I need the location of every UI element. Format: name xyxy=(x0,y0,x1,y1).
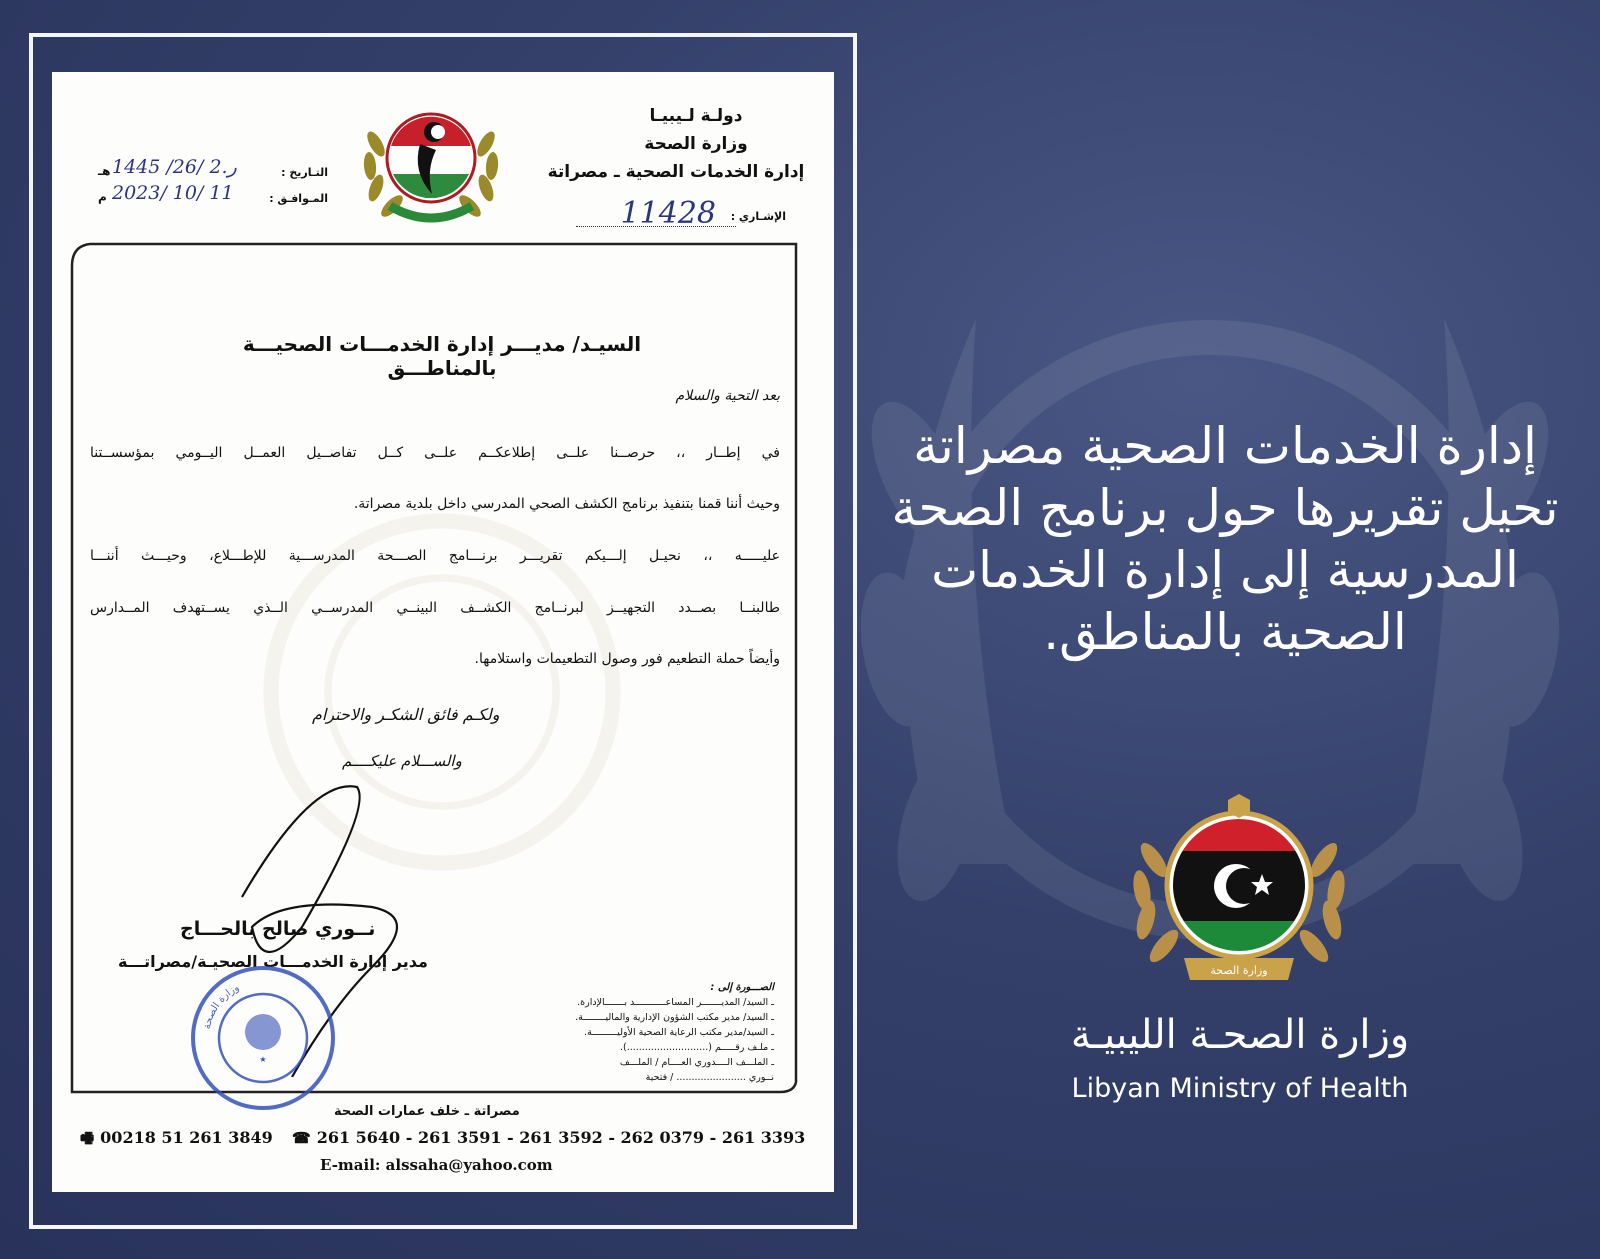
letter-body-line: في إطــار ،، حرصــنا علــى إطلاعكــم علــى كــل تفاصــيل العمــل اليــومي بمؤسســتنا xyxy=(90,445,780,461)
letter-closing-thanks: ولكـم فائق الشكـر والاحترام xyxy=(312,705,500,724)
copy-to-title: الصـــورة إلى : xyxy=(710,982,774,993)
letter-body-line: وحيث أننا قمنا بتنفيذ برنامج الكشف الصحي المدرسي داخل بلدية مصراتة. xyxy=(353,496,780,512)
phone-icon: ☎ xyxy=(292,1129,311,1147)
ministry-name-english: Libyan Ministry of Health xyxy=(1071,1073,1409,1104)
official-letter xyxy=(52,72,834,1192)
letter-addressee: السيـد/ مديـــر إدارة الخدمـــات الصحيـــة بالمناطـــق xyxy=(242,332,642,380)
phone-numbers: 261 5640 - 261 3591 - 261 3592 - 262 0379 - 261 3393 xyxy=(316,1128,806,1147)
copy-to-item: ـ السيد/ مدير مكتب الشؤون الإدارية والماليــــــــة. xyxy=(575,1012,774,1023)
ministry-name-arabic: وزارة الصحـة الليبيـة xyxy=(1070,1012,1410,1058)
letter-body-line: وأيضاً حملة التطعيم فور وصول التطعيمات واستلامها. xyxy=(474,651,780,667)
svg-text:وزارة الصحة: وزارة الصحة xyxy=(201,982,242,1031)
hijri-date-row xyxy=(98,158,328,184)
copy-to-list xyxy=(514,980,774,1085)
equivalent-label: المـوافـق : xyxy=(269,192,328,205)
gregorian-suffix: م xyxy=(98,190,107,204)
gregorian-date-row xyxy=(98,184,328,210)
department-name: إدارة الخدمات الصحية ـ مصراتة xyxy=(547,162,805,182)
copy-to-item: ـ الملـــف الــــدوري العــــام / الملـــف xyxy=(619,1057,774,1068)
footer-address: مصراتة ـ خلف عمارات الصحة xyxy=(334,1104,520,1119)
footer-fax xyxy=(80,1128,273,1153)
gregorian-date: 2023/ 10/ 11 xyxy=(112,182,234,204)
reference-number xyxy=(546,196,786,232)
copy-to-item: ـ ملـف رقـــــم (...........................). xyxy=(619,1042,774,1053)
health-services-logo-icon xyxy=(360,94,502,230)
ministry-name: وزارة الصحة xyxy=(644,134,748,154)
letterhead-issuer xyxy=(546,106,806,182)
emblem-caption: وزارة الصحة xyxy=(1210,964,1268,977)
letter-greeting: بعد التحية والسلام xyxy=(675,388,780,404)
official-stamp-icon xyxy=(187,962,339,1114)
copy-to-item: ـ السيد/ المديـــــــر المساعـــــــــــد بـــــــالإدارة. xyxy=(577,997,774,1008)
date-label: التـاريخ : xyxy=(281,166,328,179)
hijri-date: 1445 /ر.2 /26 xyxy=(112,156,237,178)
letter-closing-peace: والســـلام عليكــــم xyxy=(342,752,462,770)
signer-title: مدير إدارة الخدمـــات الصحيـة/مصراتـــة xyxy=(118,952,428,971)
svg-text:★: ★ xyxy=(259,1055,267,1064)
signer-name: نــوري صالح بالحـــاج xyxy=(180,918,376,940)
footer-email: E-mail: alssaha@yahoo.com xyxy=(320,1156,553,1174)
copy-to-item: ـ السيد/مدير مكتب الرعاية الصحية الأوليـــــــــة. xyxy=(584,1027,774,1038)
hijri-suffix: هـ xyxy=(98,164,111,178)
reference-label: الإشـاري : xyxy=(730,210,786,223)
letter-dates xyxy=(98,158,328,218)
ministry-emblem-icon xyxy=(1124,790,1354,1000)
letter-body-line: طالبنــا بصــدد التجهيــز لبرنــامج الكشــف البينــي المدرســي الــذي يســتهدف المــدارس xyxy=(90,600,780,616)
announcement-headline: إدارة الخدمات الصحية مصراتة تحيل تقريرها حول برنامج الصحة المدرسية إلى إدارة الخدمات الصحية بالمناطق. xyxy=(891,417,1559,661)
fax-icon: 🖷 xyxy=(80,1129,95,1147)
footer-phones xyxy=(292,1128,805,1147)
fax-number: 00218 51 261 3849 xyxy=(100,1128,273,1147)
state-name: دولـة لـيبيـا xyxy=(649,106,743,126)
reference-value: 11428 xyxy=(620,196,716,231)
letter-body-line: عليـــــه ،، نحيـل إلـــيكم تقريـــر برنـــامج الصـــحة المدرســـية للإطـــلاع، وحيـــث أننـــا xyxy=(90,548,780,564)
copy-to-item: نــوري ....................... / فتحية xyxy=(645,1072,774,1083)
